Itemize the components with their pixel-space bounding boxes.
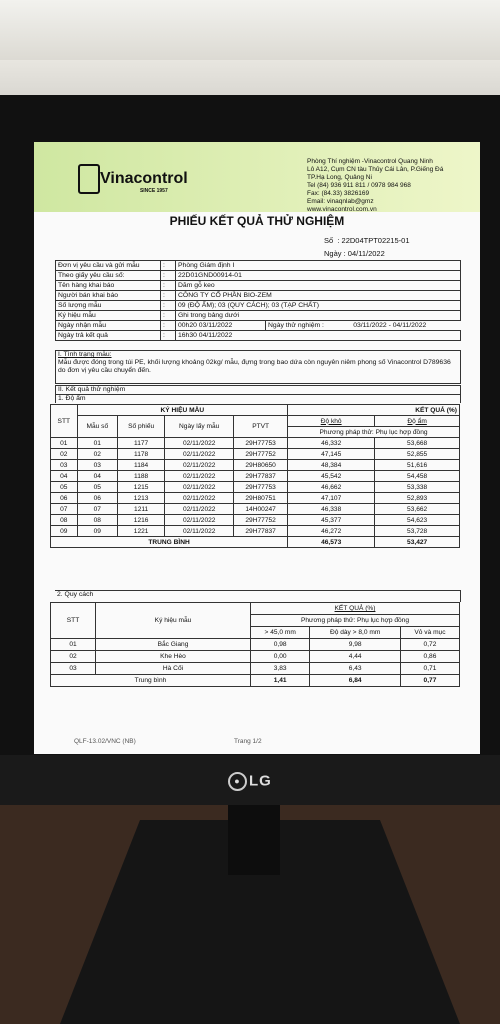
info-row: Tên hàng khai báo : Dăm gỗ keo	[56, 281, 461, 291]
table-cell: 0,00	[251, 651, 310, 663]
table-cell: 02/11/2022	[165, 493, 234, 504]
lab-line: Lô A12, Cụm CN tàu Thủy Cái Lân, P.Giếng Đá	[307, 166, 444, 173]
table-cell: 46,272	[288, 526, 375, 537]
table-cell: 29H77752	[234, 515, 288, 526]
table-cell: 1213	[118, 493, 165, 504]
table-cell: 02/11/2022	[165, 460, 234, 471]
moisture-row	[51, 460, 460, 471]
col2-method: Phương pháp thử: Phụ lục hợp đồng	[251, 615, 460, 627]
table-cell: 02/11/2022	[165, 471, 234, 482]
table-cell: 29H77837	[234, 526, 288, 537]
form-code: QLF-13.02/VNC (NB)	[74, 738, 136, 745]
info-value: 09 (ĐỘ ẨM); 03 (QUY CÁCH); 03 (TẠP CHẤT)	[176, 301, 461, 311]
col-doam: Độ ẩm	[375, 416, 460, 427]
info-table	[55, 260, 461, 341]
dimensions-row	[51, 663, 460, 675]
table-cell: 01	[51, 639, 96, 651]
info-row: Ký hiệu mẫu : Ghi trong bảng dưới	[56, 311, 461, 321]
sample-status-section	[55, 350, 461, 384]
col-method: Phương pháp thử: Phụ lục hợp đồng	[288, 427, 460, 438]
table-cell: 05	[77, 482, 117, 493]
table-cell: 45,377	[288, 515, 375, 526]
table-cell: 29H77837	[234, 471, 288, 482]
avg-doam: 53,427	[375, 537, 460, 548]
table-cell: 03	[77, 460, 117, 471]
table-cell: 04	[77, 471, 117, 482]
page-number: Trang 1/2	[234, 738, 262, 745]
table-cell: 29H77753	[234, 438, 288, 449]
report-date-label: Ngày	[324, 249, 342, 258]
sample-status-text: Mẫu được đóng trong túi PE, khối lượng khoảng 02kg/ mẫu, đựng trong bao dứa còn nguyên niêm phong số Vinacontrol D789636 do đơn vị yêu cầu chuyển đến.	[58, 359, 451, 374]
table-cell: 3,83	[251, 663, 310, 675]
document-footer	[74, 738, 454, 745]
col2-c1: > 45,0 mm	[251, 627, 310, 639]
info-label: Ký hiệu mẫu	[56, 311, 161, 321]
table-cell: 02/11/2022	[165, 482, 234, 493]
table-cell: 53,668	[375, 438, 460, 449]
dimensions-row	[51, 651, 460, 663]
lg-logo: ● LG	[228, 772, 272, 791]
info-row: Ngày trả kết quả : 16h30 04/11/2022	[56, 331, 461, 341]
table-cell: 0,72	[400, 639, 459, 651]
info-row: Theo giấy yêu cầu số: : 22D01GND00914-01	[56, 271, 461, 281]
table-cell: 47,107	[288, 493, 375, 504]
table-cell: 09	[51, 526, 78, 537]
table-cell: 4,44	[310, 651, 401, 663]
table-cell: 53,728	[375, 526, 460, 537]
avg2-c3: 0,77	[400, 675, 459, 687]
info-label: Số lượng mẫu	[56, 301, 161, 311]
dimensions-table	[50, 602, 460, 687]
avg2-c1: 1,41	[251, 675, 310, 687]
ceiling	[0, 0, 500, 60]
lab-line: Phòng Thí nghiệm -Vinacontrol Quang Ninh	[307, 158, 433, 165]
report-number	[324, 236, 410, 245]
lab-line: Fax: (84.33) 3826169	[307, 190, 370, 197]
table-cell: 02/11/2022	[165, 438, 234, 449]
info-label: Ngày trả kết quả	[56, 331, 161, 341]
moisture-row	[51, 438, 460, 449]
table-cell: 05	[51, 482, 78, 493]
table-cell: 09	[77, 526, 117, 537]
table-cell: 52,893	[375, 493, 460, 504]
info-value: 22D01GND00914-01	[176, 271, 461, 281]
test-date-value: 03/11/2022 - 04/11/2022	[353, 322, 427, 329]
moisture-row	[51, 504, 460, 515]
sample-status-heading: I. Tình trạng mẫu:	[58, 351, 112, 358]
moisture-table	[50, 404, 460, 548]
moisture-row	[51, 493, 460, 504]
table-cell: 46,332	[288, 438, 375, 449]
test-date-label: Ngày thử nghiệm :	[268, 322, 324, 329]
table-cell: 08	[77, 515, 117, 526]
info-row: Số lượng mẫu : 09 (ĐỘ ẨM); 03 (QUY CÁCH); 03 (TẠP CHẤT)	[56, 301, 461, 311]
avg-label: TRUNG BÌNH	[51, 537, 288, 548]
table-cell: 29H77753	[234, 482, 288, 493]
table-cell: Bắc Giang	[96, 639, 251, 651]
table-cell: 07	[51, 504, 78, 515]
info-label: Người bán khai báo	[56, 291, 161, 301]
table-cell: 08	[51, 515, 78, 526]
moisture-row	[51, 449, 460, 460]
info-value: Ghi trong bảng dưới	[176, 311, 461, 321]
info-value: 00h20 03/11/2022	[176, 321, 266, 331]
table-cell: 01	[51, 438, 78, 449]
moisture-row	[51, 482, 460, 493]
lab-line: Tel (84) 936 911 811 / 0978 984 968	[307, 182, 411, 189]
table-cell: 46,662	[288, 482, 375, 493]
table-cell: 03	[51, 460, 78, 471]
avg-dokho: 46,573	[288, 537, 375, 548]
table-cell: 29H77752	[234, 449, 288, 460]
table-cell: 29H80650	[234, 460, 288, 471]
col-ketqua: KẾT QUẢ (%)	[288, 405, 460, 416]
info-label: Theo giấy yêu cầu số:	[56, 271, 161, 281]
table-cell: 1211	[118, 504, 165, 515]
document-title: PHIẾU KẾT QUẢ THỬ NGHIỆM	[169, 214, 345, 228]
col-kyhieu: KÝ HIỆU MẪU	[77, 405, 288, 416]
test-report-document	[34, 142, 480, 754]
table-cell: 02	[77, 449, 117, 460]
lab-line: Email: vinaqnlab@gmz	[307, 198, 374, 205]
info-row: Ngày nhận mẫu : 00h20 03/11/2022 Ngày thử nghiệm : 03/11/2022 - 04/11/2022	[56, 321, 461, 331]
info-label: Tên hàng khai báo	[56, 281, 161, 291]
table-cell: 9,98	[310, 639, 401, 651]
brand-text: Vinacontrol	[100, 170, 188, 187]
table-cell: 46,338	[288, 504, 375, 515]
table-cell: 29H80751	[234, 493, 288, 504]
table-cell: 02	[51, 449, 78, 460]
table-cell: 14H00247	[234, 504, 288, 515]
lab-line: www.vinacontrol.com.vn	[307, 206, 377, 213]
brand-since: SINCE 1957	[139, 188, 168, 194]
moisture-row	[51, 515, 460, 526]
info-value: 16h30 04/11/2022	[176, 331, 461, 341]
table-cell: 45,542	[288, 471, 375, 482]
col2-c3: Vỏ và mục	[400, 627, 459, 639]
table-cell: 1215	[118, 482, 165, 493]
col2-c2: Độ dày > 8,0 mm	[310, 627, 401, 639]
info-value: Dăm gỗ keo	[176, 281, 461, 291]
table-cell: 02/11/2022	[165, 504, 234, 515]
col-mauso: Mẫu số	[77, 416, 117, 438]
table-cell: 06	[77, 493, 117, 504]
avg2-c2: 6,84	[310, 675, 401, 687]
col2-kyhieu: Ký hiệu mẫu	[96, 603, 251, 639]
table-cell: 53,338	[375, 482, 460, 493]
dimensions-heading: 2. Quy cách	[55, 590, 461, 602]
table-cell: 06	[51, 493, 78, 504]
col-dokho: Độ khô	[288, 416, 375, 427]
table-cell: Hà Cối	[96, 663, 251, 675]
table-cell: 07	[77, 504, 117, 515]
monitor-neck	[228, 805, 280, 875]
table-cell: 51,616	[375, 460, 460, 471]
info-row: Đơn vị yêu cầu và gửi mẫu : Phòng Giám định I	[56, 261, 461, 271]
table-cell: 01	[77, 438, 117, 449]
table-cell: 0,71	[400, 663, 459, 675]
table-cell: 52,855	[375, 449, 460, 460]
info-label: Đơn vị yêu cầu và gửi mẫu	[56, 261, 161, 271]
table-cell: 0,86	[400, 651, 459, 663]
moisture-heading: 1. Độ ẩm	[55, 394, 461, 403]
table-cell: 02/11/2022	[165, 449, 234, 460]
moisture-row	[51, 471, 460, 482]
lab-line: TP.Hạ Long, Quảng Ni	[307, 174, 372, 181]
table-cell: 02	[51, 651, 96, 663]
lg-logo-text: LG	[249, 772, 272, 790]
table-cell: 1184	[118, 460, 165, 471]
table-cell: 53,662	[375, 504, 460, 515]
col2-ketqua: KẾT QUẢ (%)	[251, 603, 460, 615]
table-cell: 0,98	[251, 639, 310, 651]
table-cell: Khe Hèo	[96, 651, 251, 663]
info-value: CÔNG TY CỔ PHẦN BIO-ZEM	[176, 291, 461, 301]
brand-name	[100, 170, 188, 194]
info-value: Phòng Giám định I	[176, 261, 461, 271]
report-number-label: Số	[324, 236, 334, 245]
table-cell: 04	[51, 471, 78, 482]
table-cell: 1221	[118, 526, 165, 537]
moisture-row	[51, 526, 460, 537]
vinacontrol-logo-icon	[78, 164, 100, 194]
col2-stt: STT	[51, 603, 96, 639]
table-cell: 6,43	[310, 663, 401, 675]
table-cell: 54,458	[375, 471, 460, 482]
lab-contact	[307, 158, 477, 214]
col-stt: STT	[51, 405, 78, 438]
report-number-value: : 22D04TPT02215-01	[337, 236, 410, 245]
info-label: Ngày nhận mẫu	[56, 321, 161, 331]
col-ptvt: PTVT	[234, 416, 288, 438]
table-cell: 1188	[118, 471, 165, 482]
results-heading: II. Kết quả thử nghiệm	[55, 385, 461, 394]
table-cell: 1177	[118, 438, 165, 449]
table-cell: 02/11/2022	[165, 526, 234, 537]
report-date-value: : 04/11/2022	[343, 249, 385, 258]
info-row: Người bán khai báo : CÔNG TY CỔ PHẦN BIO-ZEM	[56, 291, 461, 301]
table-cell: 47,145	[288, 449, 375, 460]
wall	[0, 60, 500, 100]
table-cell: 48,384	[288, 460, 375, 471]
dimensions-row	[51, 639, 460, 651]
table-cell: 54,623	[375, 515, 460, 526]
table-cell: 1216	[118, 515, 165, 526]
table-cell: 03	[51, 663, 96, 675]
avg2-label: Trung bình	[51, 675, 251, 687]
report-date	[324, 249, 385, 258]
col-sophieu: Số phiếu	[118, 416, 165, 438]
table-cell: 1178	[118, 449, 165, 460]
col-ngaylay: Ngày lấy mẫu	[165, 416, 234, 438]
table-cell: 02/11/2022	[165, 515, 234, 526]
